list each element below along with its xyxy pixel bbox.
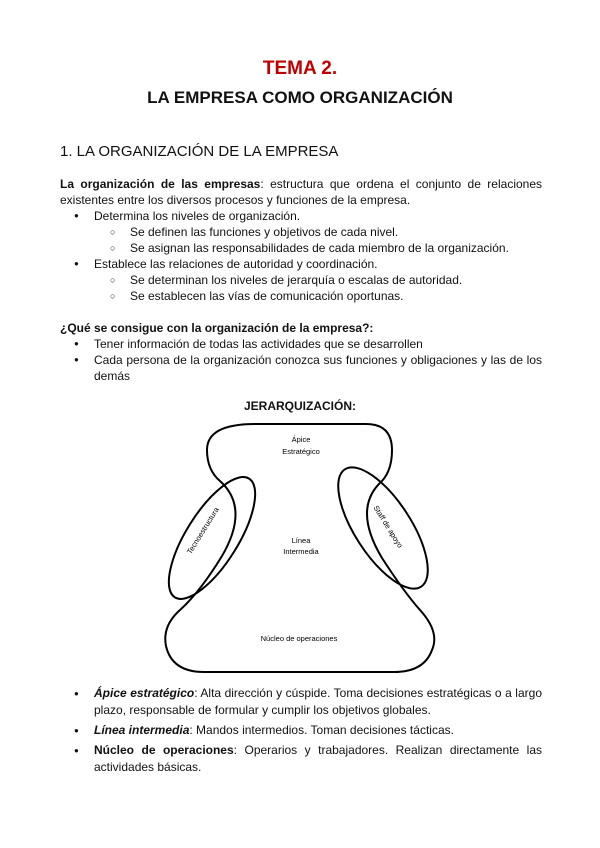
- list-subitem: ○ Se asignan las responsabilidades de cada miembro de la organización.: [60, 240, 542, 256]
- definition-text: : Mandos intermedios. Toman decisiones tácticas.: [189, 723, 454, 737]
- middle-line-label-line1: Línea: [291, 536, 311, 545]
- staff-de-apoyo-label: Staff de apoyo: [371, 503, 405, 550]
- list-item: [60, 742, 542, 776]
- list-item: ● Cada persona de la organización conozca sus funciones y obligaciones y las de los demás: [60, 352, 542, 384]
- list-item: [60, 685, 542, 719]
- definition-text: : estructura que ordena el conjunto de relaciones existentes entre los diversos procesos y funciones de la empresa.: [60, 177, 543, 207]
- definitions-list: [60, 685, 542, 776]
- definition-text: : Operarios y trabajadores. Realizan directamente las actividades básicas.: [94, 743, 542, 774]
- list-item: ● Determina los niveles de organización.: [60, 208, 542, 224]
- middle-line-label-line2: Intermedia: [283, 547, 319, 556]
- tecnoestructura-shape: [153, 465, 271, 611]
- list-subitem: ○ Se determinan los niveles de jerarquía o escalas de autoridad.: [60, 272, 542, 288]
- staff-de-apoyo-shape: [321, 454, 444, 602]
- list-item: [60, 722, 542, 739]
- list-item: ● Tener información de todas las actividades que se desarrollen: [60, 336, 542, 352]
- tecnoestructura-label: Tecnoestructura: [184, 505, 221, 556]
- tema-number: TEMA 2.: [262, 58, 338, 79]
- section-heading: 1. LA ORGANIZACIÓN DE LA EMPRESA: [60, 143, 339, 160]
- definition-term: La organización de las empresas: [60, 177, 261, 191]
- definition-text: : Alta dirección y cúspide. Toma decisiones estratégicas o a largo plazo, responsable de formular y cumplir los objetivos globales.: [94, 686, 542, 717]
- apex-label-line1: Ápice: [291, 435, 311, 444]
- list-subitem: ○ Se establecen las vías de comunicación oportunas.: [60, 288, 542, 304]
- document-title: LA EMPRESA COMO ORGANIZACIÓN: [147, 88, 453, 107]
- operating-core-label: Núcleo de operaciones: [260, 634, 338, 643]
- list-subitem: ○ Se definen las funciones y objetivos de cada nivel.: [60, 224, 542, 240]
- apex-label-line2: Estratégico: [282, 447, 320, 456]
- question-heading: ¿Qué se consigue con la organización de la empresa?:: [60, 321, 374, 335]
- definition-term: Núcleo de operaciones: [94, 743, 234, 757]
- definition-term: Ápice estratégico: [94, 686, 195, 700]
- list-item: ● Establece las relaciones de autoridad y coordinación.: [60, 256, 542, 272]
- diagram-title: JERARQUIZACIÓN:: [243, 399, 356, 413]
- definition-term: Línea intermedia: [94, 723, 190, 737]
